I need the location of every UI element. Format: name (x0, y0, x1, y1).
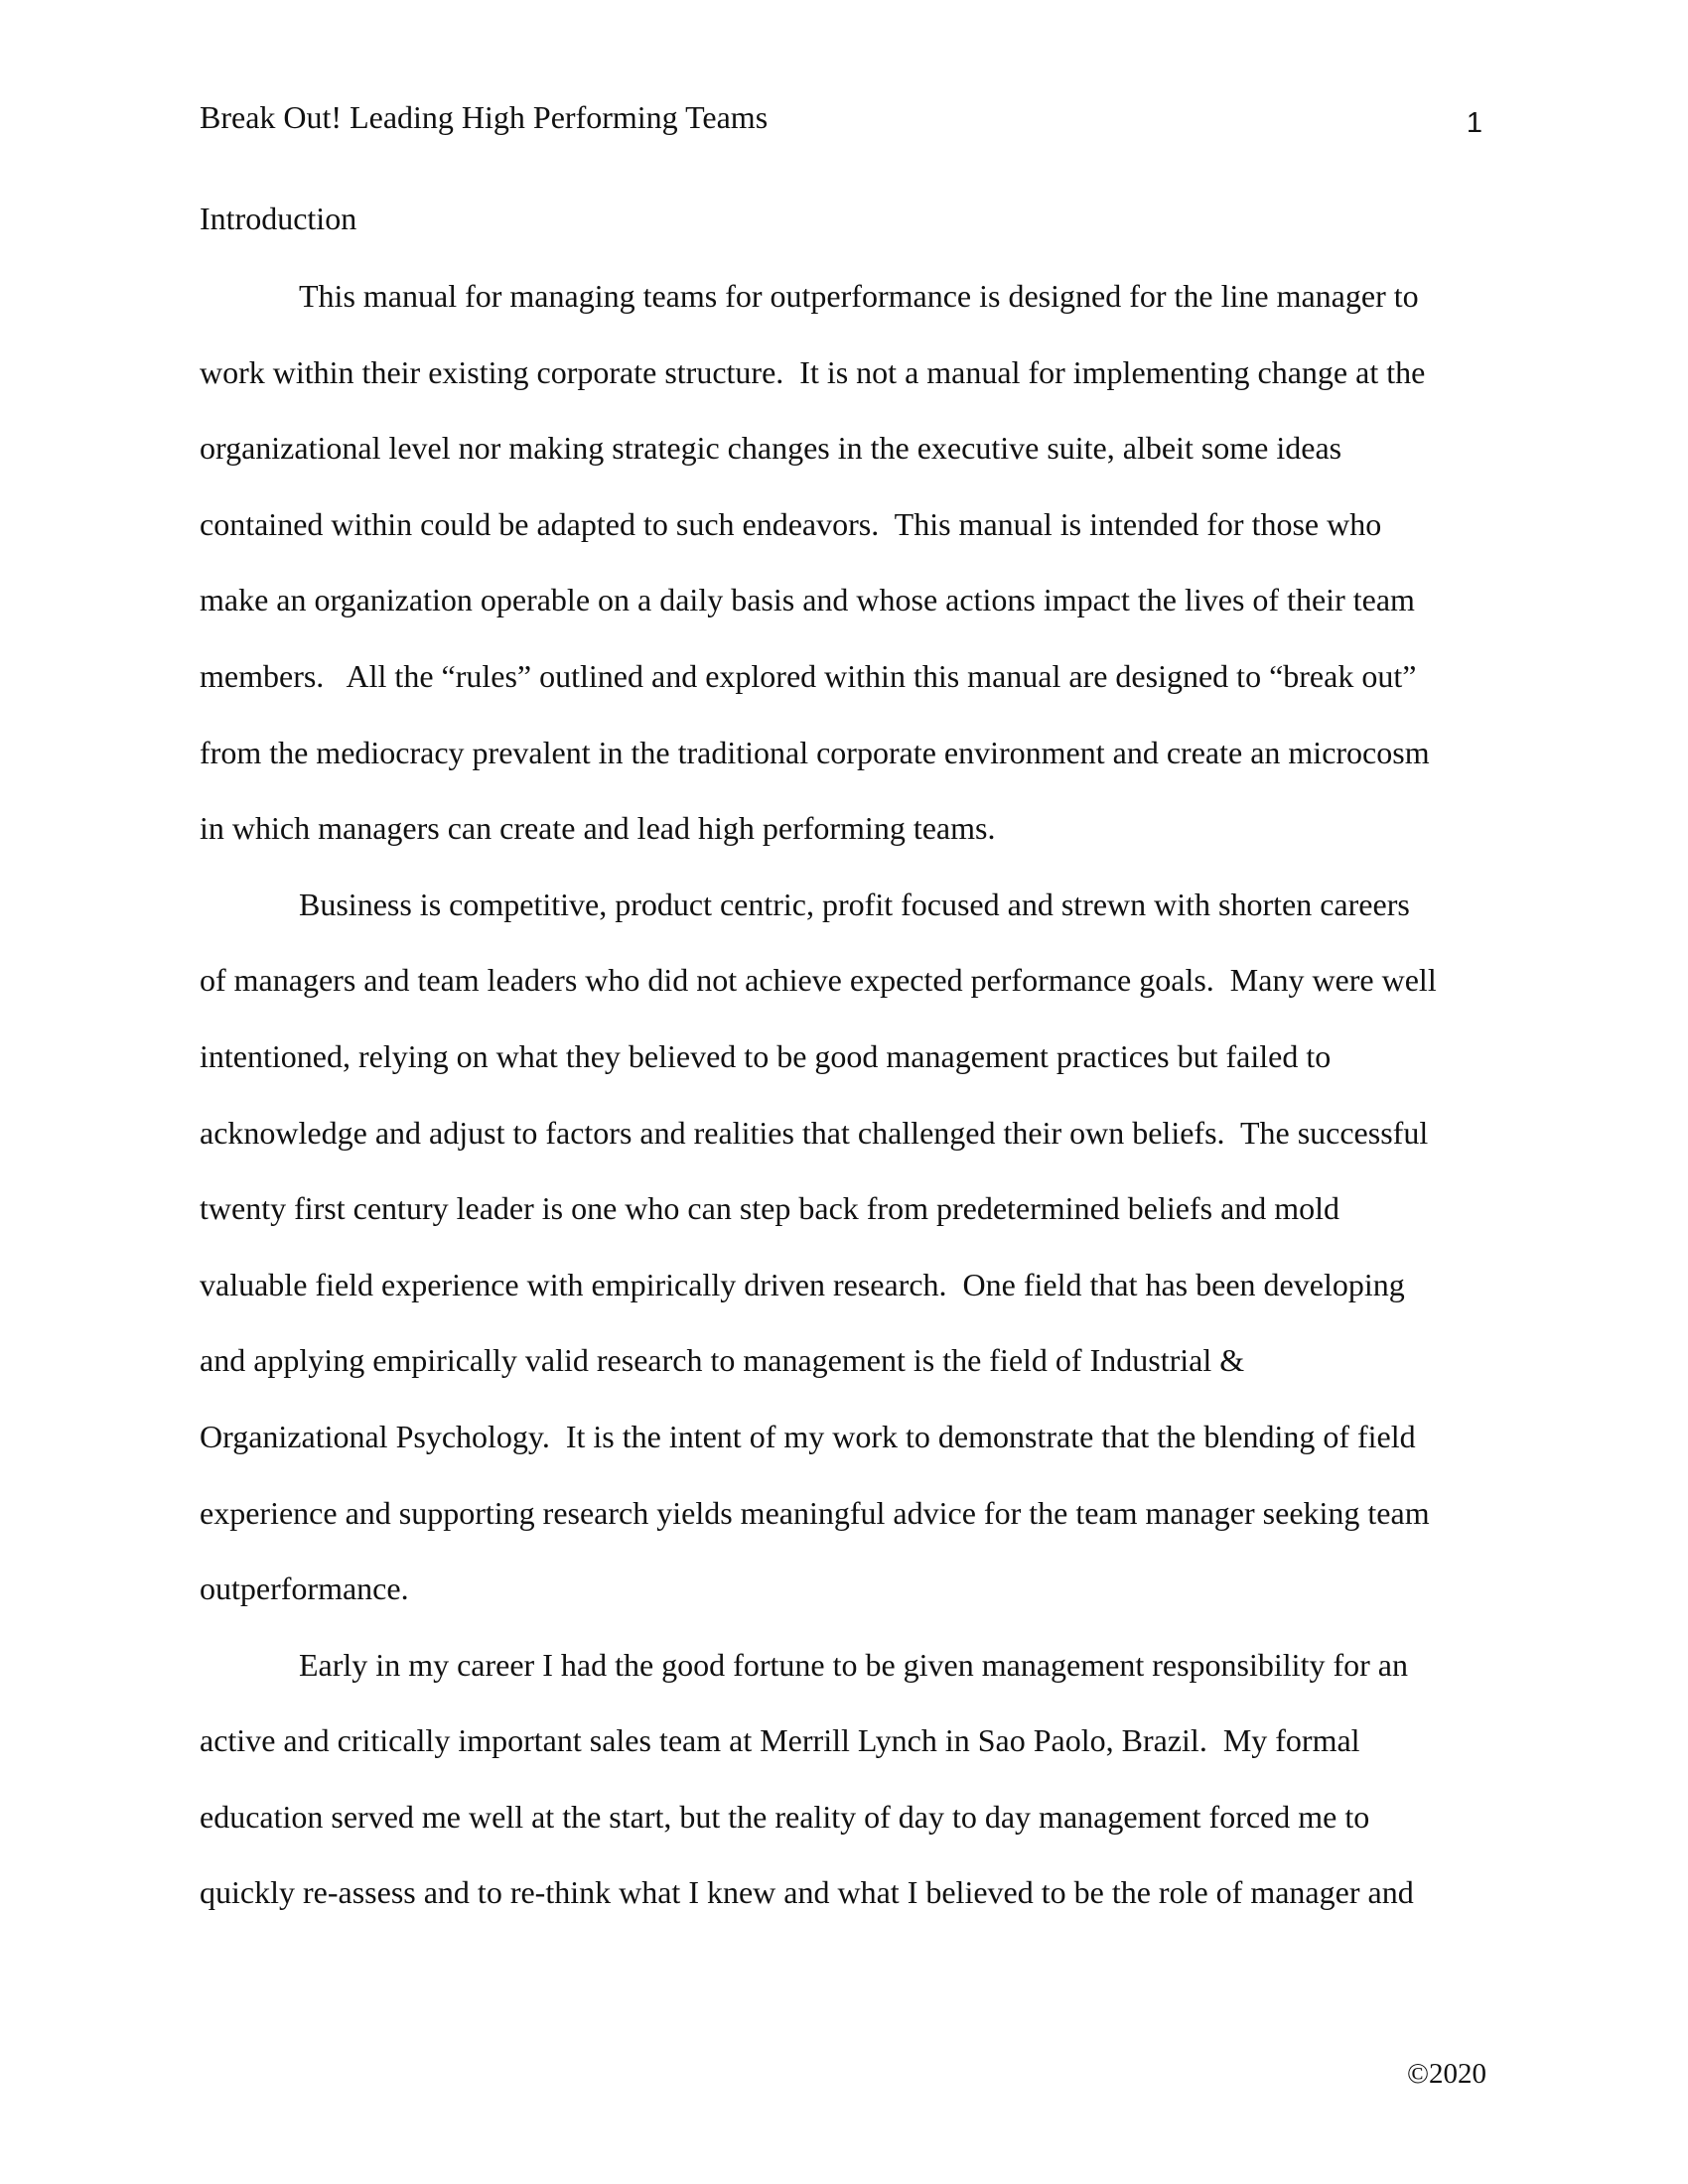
body-line: acknowledge and adjust to factors and realities that challenged their own beliefs. The successful (200, 1114, 1429, 1151)
body-text (200, 276, 1490, 1949)
section-heading: Introduction (200, 201, 357, 236)
body-line: from the mediocracy prevalent in the traditional corporate environment and create an microcosm (200, 734, 1430, 770)
body-line: members. All the “rules” outlined and explored within this manual are designed to “break out” (200, 657, 1417, 694)
body-line: experience and supporting research yields meaningful advice for the team manager seeking team (200, 1494, 1430, 1531)
body-line: intentioned, relying on what they believed to be good management practices but failed to (200, 1037, 1332, 1074)
page-number: 1 (1466, 107, 1482, 139)
body-line: Business is competitive, product centric, profit focused and strewn with shorten careers (299, 886, 1410, 922)
body-line: in which managers can create and lead high performing teams. (200, 810, 996, 847)
body-line: This manual for managing teams for outperformance is designed for the line manager to (299, 278, 1419, 314)
running-head: Break Out! Leading High Performing Teams (200, 99, 769, 135)
body-line: active and critically important sales team at Merrill Lynch in Sao Paolo, Brazil. My formal (200, 1722, 1360, 1759)
body-line: outperformance. (200, 1570, 409, 1607)
body-line: work within their existing corporate structure. It is not a manual for implementing change at the (200, 353, 1426, 390)
body-line: Early in my career I had the good fortune to be given management responsibility for an (299, 1646, 1408, 1683)
body-line: contained within could be adapted to such endeavors. This manual is intended for those who (200, 505, 1382, 542)
copyright-footer: ©2020 (1406, 2058, 1486, 2090)
body-line: make an organization operable on a daily basis and whose actions impact the lives of their team (200, 582, 1415, 618)
body-line: valuable field experience with empirically driven research. One field that has been developing (200, 1266, 1405, 1302)
body-line: organizational level nor making strategic changes in the executive suite, albeit some ideas (200, 430, 1342, 467)
body-line: and applying empirically valid research to management is the field of Industrial & (200, 1342, 1245, 1379)
body-line: quickly re-assess and to re-think what I knew and what I believed to be the role of manager and (200, 1874, 1414, 1911)
body-line: of managers and team leaders who did not achieve expected performance goals. Many were well (200, 962, 1437, 999)
body-line: twenty first century leader is one who can step back from predetermined beliefs and mold (200, 1190, 1340, 1227)
body-line: education served me well at the start, but the reality of day to day management forced me to (200, 1798, 1370, 1835)
body-line: Organizational Psychology. It is the intent of my work to demonstrate that the blending of field (200, 1418, 1416, 1454)
